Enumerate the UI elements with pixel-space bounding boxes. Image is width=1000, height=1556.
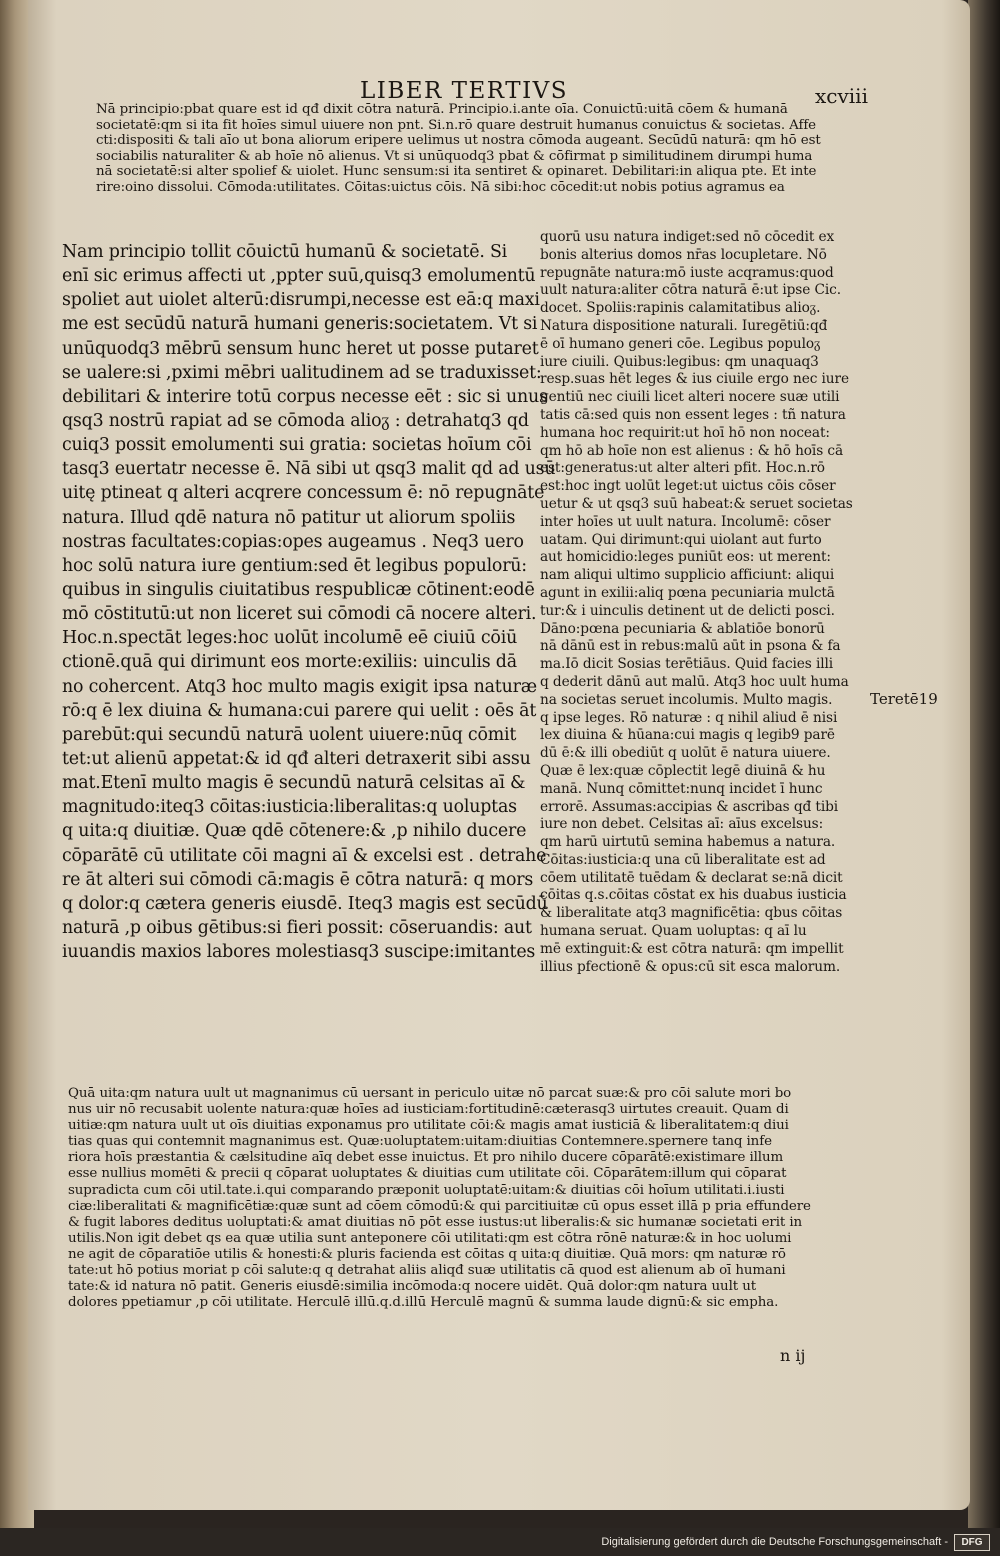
main-text-line: mat.Etenī multo magis ē secundū naturā celsitas aī & xyxy=(62,773,526,794)
main-text-line: rō:q ē lex diuina & humana:cui parere qui uelit : oēs āt xyxy=(62,700,537,721)
commentary-line: tatis cā:sed quis non essent leges : tñ natura xyxy=(540,406,846,423)
commentary-line: & liberalitate atq3 magnificētia: qbus cōitas xyxy=(540,905,843,922)
commentary-line: cōem utilitatē tuēdam & declarat se:nā dicit xyxy=(540,869,843,886)
main-text-line: mō cōstitutū:ut non liceret sui cōmodi cā nocere alteri. xyxy=(62,604,537,625)
margin-note: Teretē19 xyxy=(870,690,938,708)
commentary-line: ciæ:liberalitati & magnificētiæ:quæ sunt ad cōem cōmodū:& qui parcitiuitæ cū opus esset illā p pria effundere xyxy=(68,1198,811,1214)
commentary-line: q dederit dānū aut malū. Atq3 hoc uult huma xyxy=(540,673,849,690)
main-text-line: tet:ut alienū appetat:& id qđ alteri detraxerit sibi assu xyxy=(62,748,531,769)
main-text-line: iuuandis maxios labores molestiasq3 suscipe:imitantes xyxy=(62,942,536,963)
right-commentary xyxy=(540,229,853,976)
commentary-line: qm hō ab hoīe non est alienus : & hō hoīs cā xyxy=(540,442,844,459)
commentary-line: manā. Nunq cōmittet:nunq incidet ī hunc xyxy=(540,780,823,797)
main-text-line: tasq3 euertatr necesse ē. Nā sibi ut qsq3 malit qd ad usū xyxy=(62,459,556,480)
commentary-line: bonis alterius domos nr̄as locupletare. Nō xyxy=(540,246,827,263)
main-text-line: naturā ,p oibus gētibus:si fieri possit: cōseruandis: aut xyxy=(62,917,532,938)
main-text-line: q uita:q diuitiæ. Quæ qdē cōtenere:& ,p nihilo ducere xyxy=(62,821,527,842)
commentary-line: tias quas qui contemnit magnanimus est. Quæ:uoluptatem:uitam:diuitias Contemnere.spernere tanq infe xyxy=(68,1134,772,1150)
main-text-line: enī sic erimus affecti ut ,ppter suū,quisq3 emolumentū xyxy=(62,266,536,287)
commentary-line: esse nullius momēti & precii q cōparat uoluptates & diuitias cum utilitate cōi. Cōparātem:illum qui cōparat xyxy=(68,1166,787,1182)
commentary-line: uult natura:aliter cōtra naturā ē:ut ipse Cic. xyxy=(540,282,841,299)
main-text-line: parebūt:qui secundū naturā uolent uiuere:nūq cōmit xyxy=(62,724,517,745)
commentary-line: na societas seruet incolumis. Multo magis. xyxy=(540,691,833,708)
commentary-line: humana seruat. Quam uoluptas: q aī lu xyxy=(540,923,807,940)
main-text-line: Nam principio tollit cōuictū humanū & societatē. Si xyxy=(62,242,508,262)
commentary-line: supradicta cum cōi util.tate.i.qui comparando præponit uoluptatē:uitam:& diuitias cōi hoīum utilitati.i.iusti xyxy=(68,1182,785,1198)
commentary-line: repugnāte natura:mō iuste acqramus:quod xyxy=(540,264,834,281)
commentary-line: est:hoc ingt uolūt leget:ut uictus cōis cōser xyxy=(540,478,836,495)
main-text-line: se ualere:si ,pximi mēbri ualitudinem ad se traduxisset: xyxy=(62,362,542,383)
commentary-line: nam aliqui ultimo supplicio afficiunt: aliqui xyxy=(540,567,835,584)
commentary-line: utilis.Non igit debet qs ea quæ utilia sunt anteponere cōi utilitati:qm est cōtra rōnē naturæ:& in hoc uolumi xyxy=(68,1230,792,1246)
commentary-line: ē oī humano generi cōe. Legibus populoᵹ xyxy=(540,335,821,352)
main-text-line: uitę ptineat q alteri acqrere concessum ē: nō repugnāte xyxy=(62,483,545,504)
commentary-line: tate:ut hō potius moriat p cōi salute:q q detrahat aliis aliqđ suæ utilitatis cā quod est alienum ab oī humani xyxy=(68,1263,786,1279)
commentary-line: uatam. Qui dirimunt:qui uiolant aut furto xyxy=(540,531,822,548)
dfg-logo: DFG xyxy=(954,1534,990,1551)
commentary-line: uitiæ:qm natura uult ut oīs diuitias exponamus pro utilitate cōi:& magis amat iusticiā & liberalitatem:q diui xyxy=(68,1118,789,1134)
commentary-line: societatē:qm si ita fit hoīes simul uiuere non pnt. Si.n.rō quare destruit humanus conuictus & societas. Affe xyxy=(96,117,817,133)
commentary-line: nā societatē:si alter spolief & uiolet. Hunc sensum:si ita sentiret & opinaret. Debilitari:in aliqua pte. Et inte xyxy=(96,164,817,180)
commentary-line: Quā uita:qm natura uult ut magnanimus cū uersant in periculo uitæ nō parcat suæ:& pro cōi salute mori bo xyxy=(68,1086,792,1101)
main-text-line: no cohercent. Atq3 hoc multo magis exigit ipsa naturæ xyxy=(62,676,537,697)
signature-mark: n ij xyxy=(780,1346,806,1365)
commentary-line: dolores ppetiamur ,p cōi utilitate. Herculē illū.q.d.illū Herculē magnū & summa laude dignū:& sic empha. xyxy=(68,1295,779,1311)
main-text-line: ctionē.quā qui dirimunt eos morte:exiliis: uinculis dā xyxy=(62,652,517,673)
fore-edge xyxy=(968,0,1000,1556)
commentary-line: aut homicidio:leges puniūt eos: ut merent: xyxy=(540,549,831,566)
commentary-line: Natura dispositione naturali. Iuregētiū:qđ xyxy=(540,317,828,334)
commentary-line: illius pfectionē & opus:cū sit esca malorum. xyxy=(540,958,841,975)
commentary-line: ma.Iō dicit Sosias terētiāus. Quid facies illi xyxy=(540,656,834,673)
commentary-line: riora hoīs præstantia & cælsitudine aīq debet esse inuictus. Et pro nihilo ducere cōparātē:existimare illum xyxy=(68,1150,784,1166)
commentary-line: sociabilis naturaliter & ab hoīe nō alienus. Vt si unūquodq3 pbat & cōfirmat p similitudinem dirumpi huma xyxy=(96,148,813,164)
commentary-line: agunt in exilii:aliq pœna pecuniaria mulctā xyxy=(540,584,835,601)
main-text-line: me est secūdū naturā humani generis:societatem. Vt si xyxy=(62,314,538,335)
main-text-line: qsq3 nostrū rapiat ad se cōmoda alioᵹ : detrahatq3 qd xyxy=(62,410,529,431)
commentary-line: ne agit de cōparatiōe utilis & honesti:& pluris facienda est cōitas q uita:q diuitiæ. Quā mors: qm naturæ rō xyxy=(68,1246,786,1262)
main-text-line: unūquodq3 mēbrū sensum hunc heret ut posse putaret xyxy=(62,338,539,359)
credit-text: Digitalisierung gefördert durch die Deutsche Forschungsgemeinschaft - xyxy=(601,1536,948,1548)
commentary-line: Dāno:pœna pecuniaria & ablatiōe bonorū xyxy=(540,620,825,637)
running-title: LIBER TERTIVS xyxy=(360,78,569,104)
commentary-line: cōitas q.s.cōitas cōstat ex his duabus iusticia xyxy=(540,887,847,904)
commentary-line: tur:& i uinculis detinent ut de delicti posci. xyxy=(540,602,835,619)
digitization-credit-bar xyxy=(0,1528,1000,1556)
main-text-line: natura. Illud qdē natura nō patitur ut aliorum spoliis xyxy=(62,507,516,528)
commentary-line: & fugit labores deditus uoluptati:& amat diuitias nō pōt esse iustus:ut liberalis:& sic humanæ societati erit in xyxy=(68,1214,803,1230)
commentary-line: uetur & ut qsq3 suū habeat:& seruet societas xyxy=(540,495,853,512)
main-text-line: cōparātē cū utilitate cōi magni aī & excelsi est . detrahe xyxy=(62,845,547,866)
commentary-line: Cōitas:iusticia:q una cū liberalitate est ad xyxy=(540,851,826,868)
commentary-line: iure ciuili. Quibus:legibus: qm unaquaq3 xyxy=(540,353,819,370)
commentary-line: gentiū nec ciuili licet alteri nocere suæ utili xyxy=(540,389,840,406)
commentary-line: q ipse leges. Rō naturæ : q nihil aliud ē nisi xyxy=(540,709,838,726)
commentary-line: errorē. Assumas:accipias & ascribas qđ tibi xyxy=(540,798,839,815)
folio-number: xcviii xyxy=(815,84,868,108)
main-text-line: q dolor:q cætera generis eiusdē. Iteq3 magis est secūdū xyxy=(62,893,548,914)
main-text-line: nostras facultates:copias:opes augeamus . Neq3 uero xyxy=(62,531,524,552)
commentary-line: dū ē:& illi obediūt q uolūt ē natura uiuere. xyxy=(540,745,831,762)
commentary-line: tate:& id natura nō patit. Generis eiusdē:similia incōmoda:q nocere uidēt. Quā dolor:qm natura uult ut xyxy=(68,1279,757,1295)
commentary-line: qm harū uirtutū semina habemus a natura. xyxy=(540,834,836,851)
main-text-column xyxy=(62,240,556,964)
main-text-line: spoliet aut uiolet alterū:disrumpi,necesse est eā:q maxi xyxy=(62,290,540,311)
main-text-line: quibus in singulis ciuitatibus respublicæ cōtinent:eodē xyxy=(62,579,535,600)
commentary-line: resp.suas hēt leges & ius ciuile ergo nec iure xyxy=(540,371,849,388)
commentary-line: iure non debet. Celsitas aī: aīus excelsus: xyxy=(540,816,824,833)
commentary-line: quorū usu natura indiget:sed nō cōcedit ex xyxy=(540,229,835,245)
main-text-line: magnitudo:iteq3 cōitas:iusticia:liberalitas:q uoluptas xyxy=(62,797,517,818)
commentary-line: lex diuina & hūana:cui magis q legib9 parē xyxy=(540,727,835,744)
commentary-line: nā dānū est in rebus:malū aūt in psona & fa xyxy=(540,638,841,655)
main-text-line: debilitari & interire totū corpus necesse eēt : sic si unus xyxy=(62,386,548,407)
commentary-line: inter hoīes ut uult natura. Incolumē: cōser xyxy=(540,513,831,530)
commentary-line: humana hoc requirit:ut hoī hō non noceat: xyxy=(540,424,830,441)
bottom-commentary xyxy=(68,1086,811,1311)
commentary-line: nus uir nō recusabit uolente natura:quæ hoīes ad iusticiam:fortitudinē:cæterasq3 uirtutes creauit. Quam di xyxy=(68,1102,789,1118)
main-text-line: hoc solū natura iure gentium:sed ēt legibus populorū: xyxy=(62,555,527,576)
main-text-line: Hoc.n.spectāt leges:hoc uolūt incolumē eē ciuiū cōiū xyxy=(62,628,518,649)
top-commentary xyxy=(96,102,821,196)
main-text-line: cuiq3 possit emolumenti sui gratia: societas hoīum cōi xyxy=(62,435,532,456)
commentary-line: cti:dispositi & tali aīo ut bona aliorum eripere uelimus ut nostra cōmoda augeant. Secūdū naturā: qm hō est xyxy=(96,133,821,149)
commentary-line: est:generatus:ut alter alteri pfit. Hoc.n.rō xyxy=(540,460,825,477)
commentary-line: Nā principio:pbat quare est id qđ dixit cōtra naturā. Principio.i.ante oīa. Conuictū:uitā cōem & humanā xyxy=(96,102,788,117)
commentary-line: docet. Spoliis:rapinis calamitatibus alioᵹ. xyxy=(540,300,821,317)
commentary-line: Quæ ē lex:quæ cōplectit legē diuinā & hu xyxy=(540,762,826,779)
commentary-line: mē extinguit:& est cōtra naturā: qm impellit xyxy=(540,940,844,957)
commentary-line: rire:oino dissolui. Cōmoda:utilitates. Cōitas:uictus cōis. Nā sibi:hoc cōcedit:ut nobis potius agramus ea xyxy=(96,179,785,195)
main-text-line: re āt alteri sui cōmodi cā:magis ē cōtra naturā: q mors xyxy=(62,869,534,890)
